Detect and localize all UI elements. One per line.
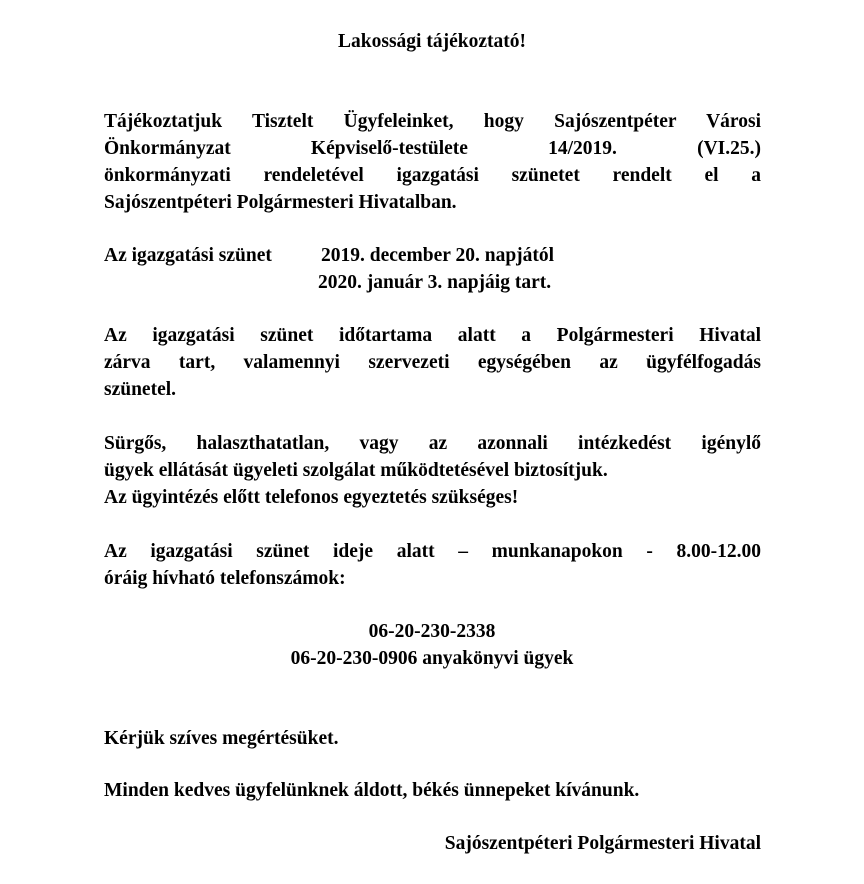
wishes-line: Minden kedves ügyfelünknek áldott, békés ünnepeket kívánunk. <box>104 780 640 801</box>
closure-line-2: zárva tart, valamennyi szervezeti egységében az ügyfélfogadás <box>104 352 761 373</box>
intro-line-2: Önkormányzat Képviselő-testülete 14/2019. (VI.25.) <box>104 138 761 159</box>
document-title: Lakossági tájékoztató! <box>338 31 526 52</box>
urgent-line-2: ügyek ellátását ügyeleti szolgálat működtetésével biztosítjuk. <box>104 460 608 481</box>
intro-line-1: Tájékoztatjuk Tisztelt Ügyfeleinket, hogy Sajószentpéter Városi <box>104 111 761 132</box>
urgent-paragraph <box>104 430 761 511</box>
period-to: 2020. január 3. napjáig tart. <box>318 272 552 293</box>
closure-paragraph <box>104 322 761 403</box>
phone-number-2: 06-20-230-0906 anyakönyvi ügyek <box>290 648 574 669</box>
urgent-line-1: Sürgős, halaszthatatlan, vagy az azonnali intézkedést igénylő <box>104 433 761 454</box>
period-from: 2019. december 20. napjától <box>321 245 555 266</box>
closure-line-3: szünetel. <box>104 379 177 400</box>
understanding-text <box>104 725 761 752</box>
understanding-line: Kérjük szíves megértésüket. <box>104 728 339 749</box>
intro-paragraph <box>104 108 761 216</box>
phone-hours-paragraph <box>104 538 761 592</box>
intro-line-4: Sajószentpéteri Polgármesteri Hivatalban. <box>104 192 457 213</box>
signature: Sajószentpéteri Polgármesteri Hivatal <box>444 833 761 854</box>
phone-number-1: 06-20-230-2338 <box>368 621 496 642</box>
intro-line-3: önkormányzati rendeletével igazgatási szünetet rendelt el a <box>104 165 761 186</box>
urgent-line-3: Az ügyintézés előtt telefonos egyeztetés szükséges! <box>104 487 519 508</box>
wishes-text <box>104 777 761 804</box>
closure-line-1: Az igazgatási szünet időtartama alatt a Polgármesteri Hivatal <box>104 325 761 346</box>
phone-hours-line-1: Az igazgatási szünet ideje alatt – munkanapokon - 8.00-12.00 <box>104 541 761 562</box>
period-label: Az igazgatási szünet <box>104 245 272 266</box>
phone-hours-line-2: óráig hívható telefonszámok: <box>104 568 346 589</box>
